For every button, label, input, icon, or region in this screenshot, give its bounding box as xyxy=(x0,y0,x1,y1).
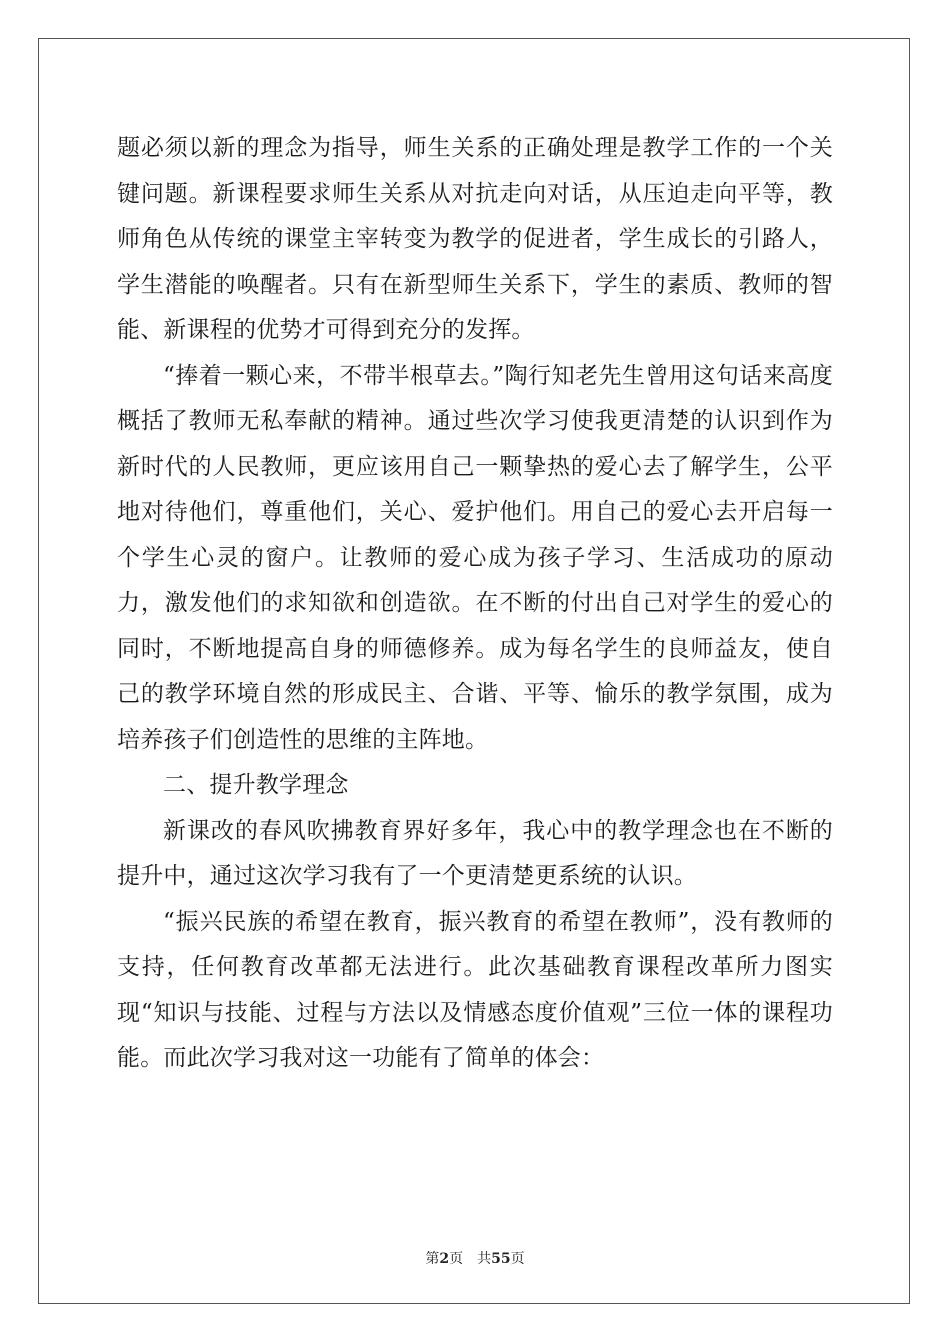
page-suffix: 页 xyxy=(449,1251,464,1267)
paragraph: “捧着一颗心来，不带半根草去。”陶行知老先生曾用这句话来高度概括了教师无私奉献的精神。通过些次学习使我更清楚的认识到作为新时代的人民教师，更应该用自己一颗挚热的爱心去了解学生，公平地对待他们，尊重他们，关心、爱护他们。用自己的爱心去开启每一个学生心灵的窗户。让教师的爱心成为孩子学习、生活成功的原动力，激发他们的求知欲和创造欲。在不断的付出自己对学生的爱心的同时，不断地提高自身的师德修养。成为每名学生的良师益友，使自己的教学环境自然的形成民主、合谐、平等、愉乐的教学氛围，成为培养孩子们创造性的思维的主阵地。 xyxy=(117,362,833,753)
page-footer xyxy=(0,1248,950,1268)
paragraph: 新课改的春风吹拂教育界好多年，我心中的教学理念也在不断的提升中，通过这次学习我有了一个更清楚更系统的认识。 xyxy=(117,817,833,889)
document-body xyxy=(117,126,833,1082)
paragraph: 题必须以新的理念为指导，师生关系的正确处理是教学工作的一个关键问题。新课程要求师生关系从对抗走向对话，从压迫走向平等，教师角色从传统的课堂主宰转变为教学的促进者，学生成长的引路人，学生潜能的唤醒者。只有在新型师生关系下，学生的素质、教师的智能、新课程的优势才可得到充分的发挥。 xyxy=(117,135,833,343)
page-number: 2 xyxy=(439,1251,450,1267)
page-indicator xyxy=(425,1248,463,1268)
total-suffix: 页 xyxy=(510,1251,525,1267)
section-heading: 二、提升教学理念 xyxy=(163,772,349,798)
total-prefix: 共 xyxy=(477,1251,492,1267)
page-prefix: 第 xyxy=(425,1251,440,1267)
paragraph: “振兴民族的希望在教育，振兴教育的希望在教师”，没有教师的支持，任何教育改革都无法进行。此次基础教育课程改革所力图实现“知识与技能、过程与方法以及情感态度价值观”三位一体的课程功能。而此次学习我对这一功能有了简单的体会： xyxy=(117,908,833,1071)
total-pages: 55 xyxy=(491,1251,511,1267)
total-indicator xyxy=(477,1248,524,1268)
